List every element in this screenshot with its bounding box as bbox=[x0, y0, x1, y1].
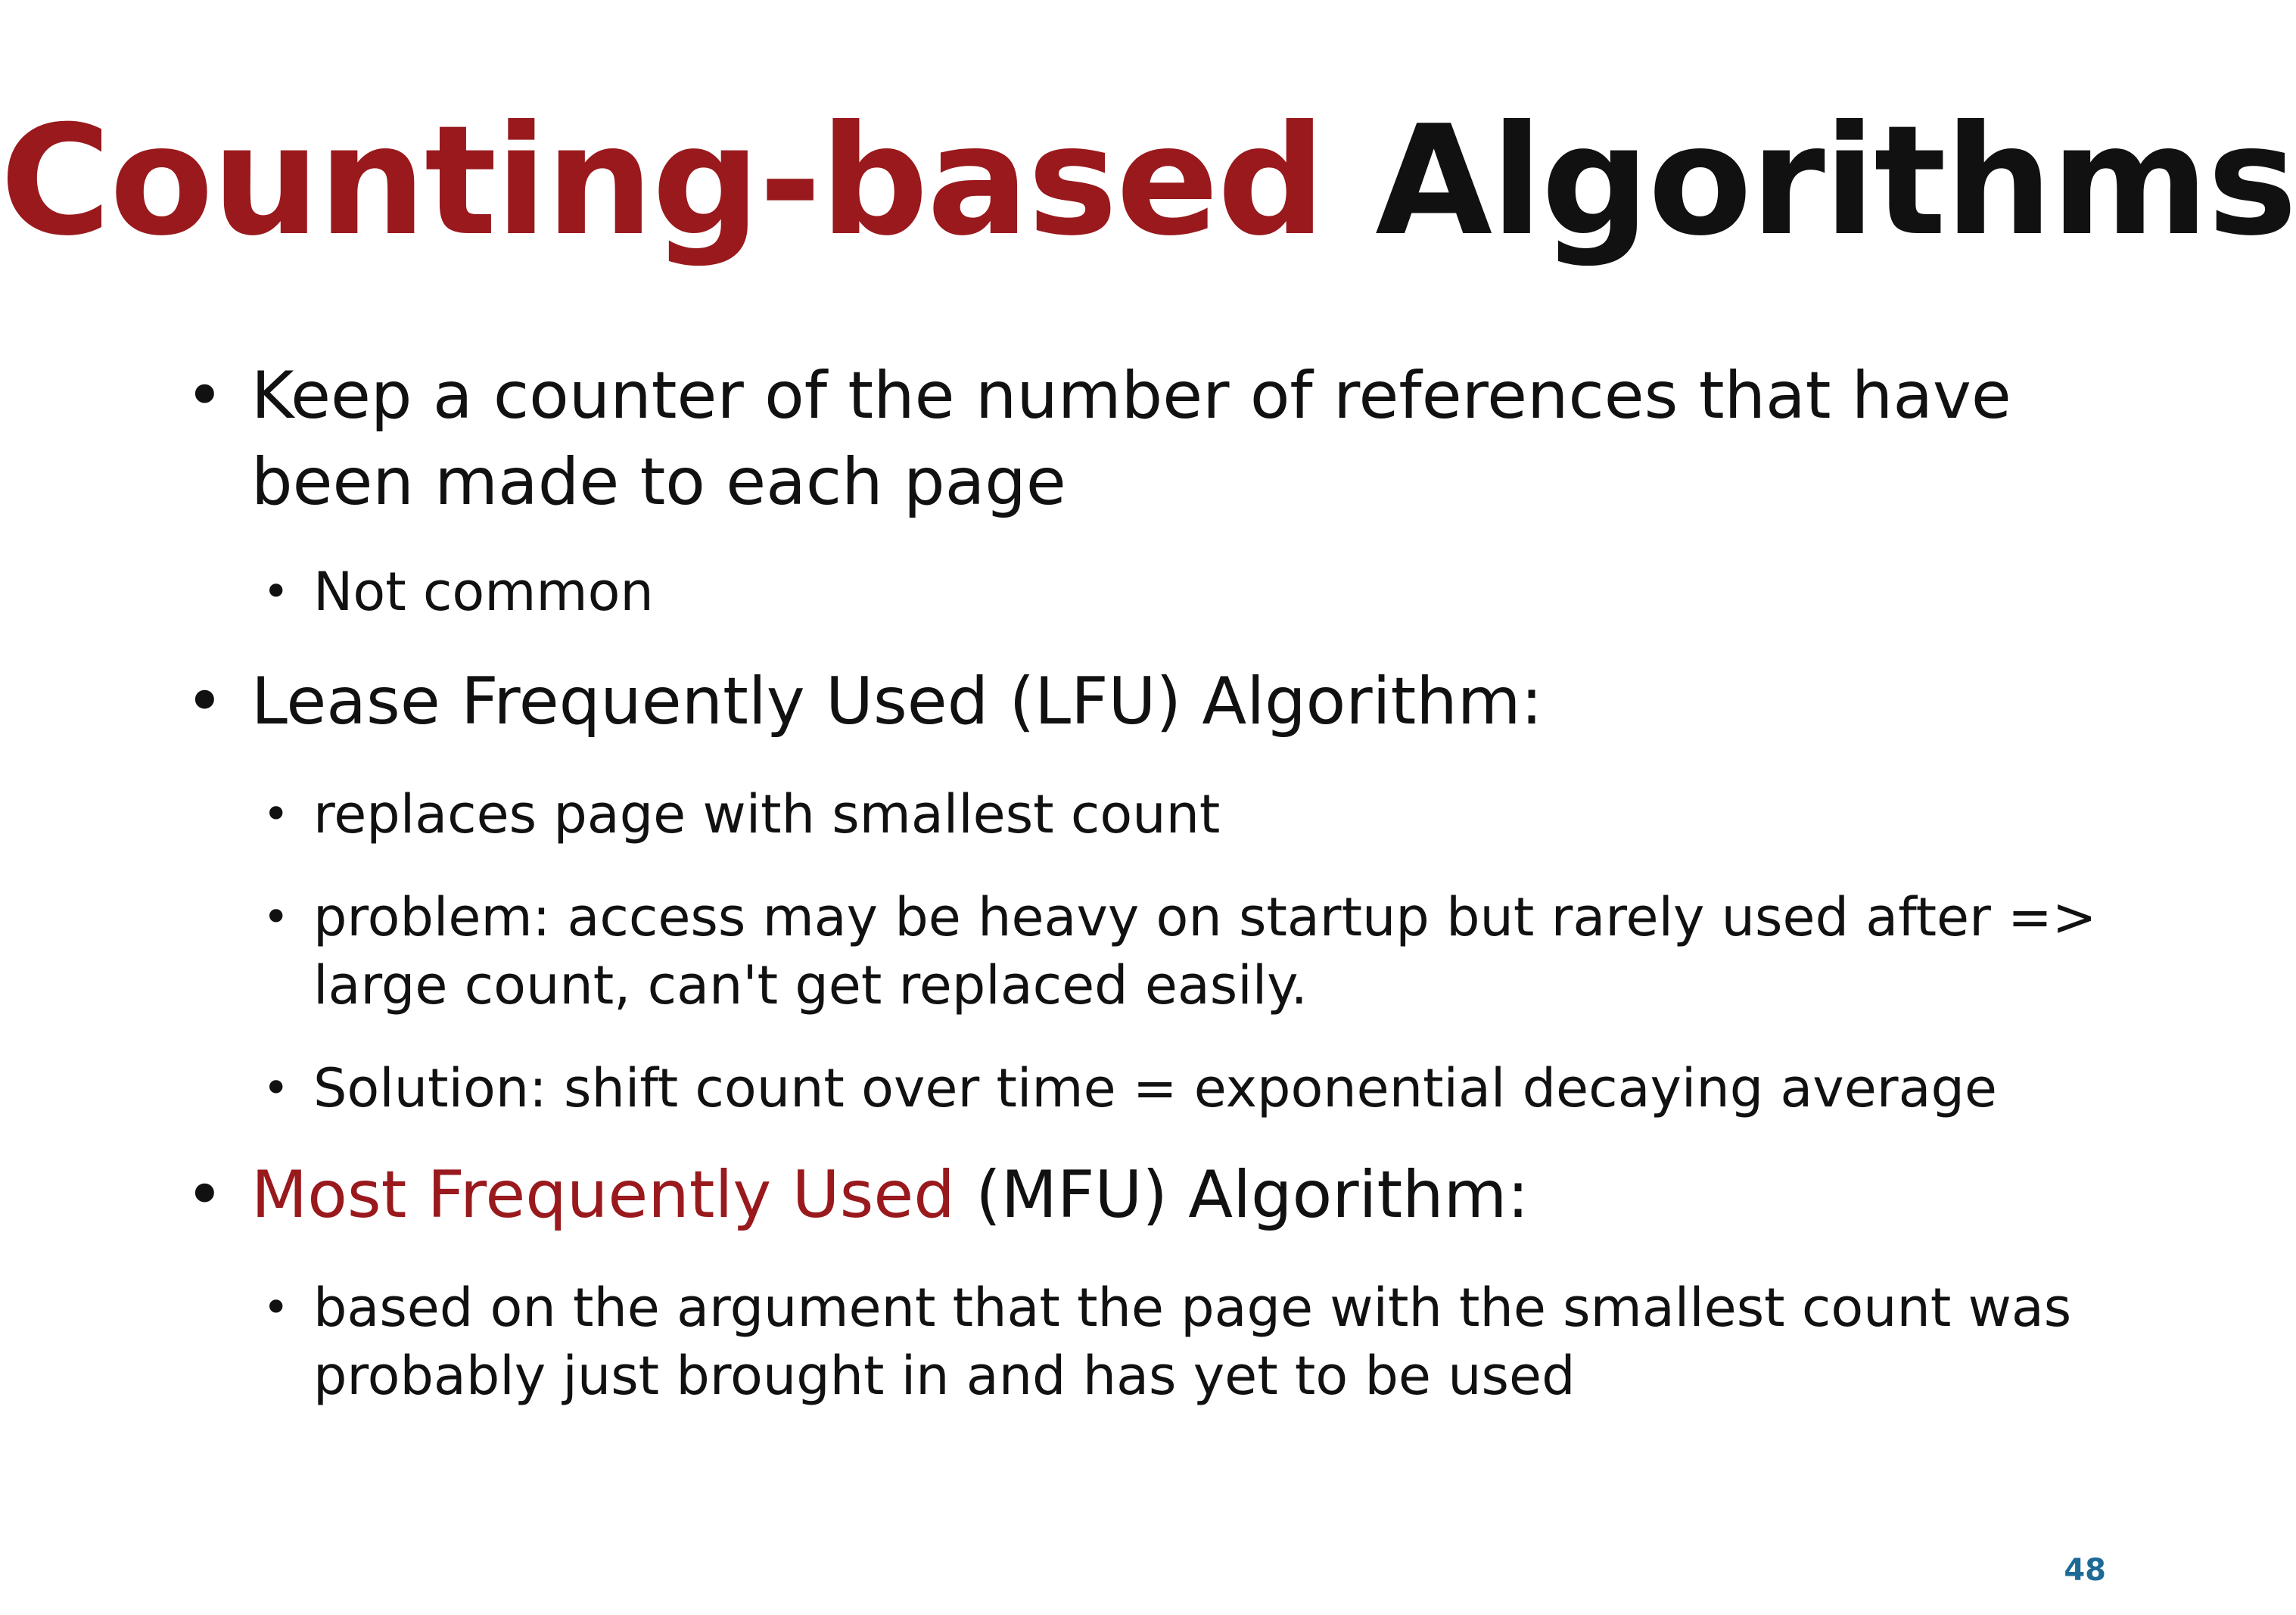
bullet-glyph: • bbox=[185, 1157, 224, 1233]
bullet-lfu: Lease Frequently Used (LFU) Algorithm: bbox=[251, 664, 1543, 739]
sub-bullet-argument-line2: probably just brought in and has yet to be used bbox=[313, 1345, 1576, 1407]
bullet-counter-line1: Keep a counter of the number of references that have bbox=[251, 358, 2011, 434]
sub-bullet-glyph: • bbox=[263, 565, 290, 618]
sub-bullet-glyph: • bbox=[263, 891, 290, 944]
bullet-glyph: • bbox=[185, 664, 224, 739]
sub-bullet-problem-line1: problem: access may be heavy on startup but rarely used after => bbox=[313, 886, 2097, 948]
bullet-mfu bbox=[251, 1152, 1529, 1239]
mfu-highlight: Most Frequently Used bbox=[251, 1157, 955, 1233]
title-highlight: Counting-based bbox=[0, 93, 1324, 269]
sub-bullet-replaces: replaces page with smallest count bbox=[313, 783, 1221, 845]
sub-bullet-solution: Solution: shift count over time = exponential decaying average bbox=[313, 1057, 1997, 1119]
sub-bullet-glyph: • bbox=[263, 1281, 290, 1334]
mfu-rest: (MFU) Algorithm: bbox=[954, 1157, 1529, 1233]
sub-bullet-not-common: Not common bbox=[313, 561, 654, 623]
sub-bullet-glyph: • bbox=[263, 788, 290, 841]
bullet-counter-line2: been made to each page bbox=[251, 444, 1066, 520]
sub-bullet-problem-line2: large count, can't get replaced easily. bbox=[313, 954, 1308, 1016]
sub-bullet-argument-line1: based on the argument that the page with the smallest count was bbox=[313, 1277, 2072, 1339]
bullet-glyph: • bbox=[185, 358, 224, 434]
sub-bullet-glyph: • bbox=[263, 1062, 290, 1115]
slide-title bbox=[0, 83, 2296, 280]
page-number: 48 bbox=[2064, 1553, 2106, 1588]
title-rest: Algorithms bbox=[1324, 93, 2296, 269]
